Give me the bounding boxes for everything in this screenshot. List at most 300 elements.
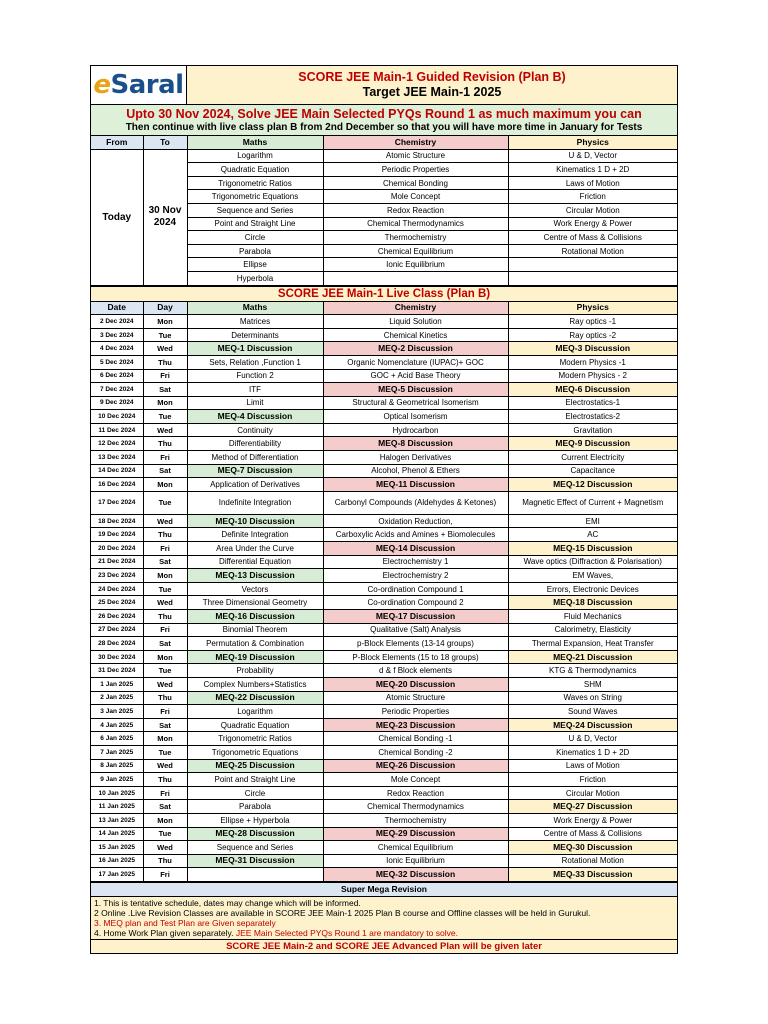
physics-cell: Work Energy & Power — [508, 217, 677, 231]
schedule-row — [91, 718, 677, 732]
schedule-row — [91, 800, 677, 814]
day-cell: Tue — [143, 582, 187, 596]
schedule-sheet — [90, 65, 678, 954]
physics-cell: Thermal Expansion, Heat Transfer — [508, 637, 677, 651]
physics-cell: Friction — [508, 773, 677, 787]
date-cell: 14 Dec 2024 — [91, 464, 143, 478]
guided-row — [91, 149, 677, 163]
day-cell: Thu — [143, 773, 187, 787]
day-cell: Sat — [143, 383, 187, 397]
maths-cell: Logarithm — [187, 149, 323, 163]
maths-cell: Permutation & Combination — [187, 637, 323, 651]
physics-cell: MEQ-15 Discussion — [508, 542, 677, 556]
day-cell: Thu — [143, 528, 187, 542]
date-cell: 25 Dec 2024 — [91, 596, 143, 610]
date-cell: 11 Dec 2024 — [91, 423, 143, 437]
date-cell: 6 Jan 2025 — [91, 732, 143, 746]
maths-cell: Hyperbola — [187, 271, 323, 285]
date-cell: 18 Dec 2024 — [91, 514, 143, 528]
chemistry-cell: MEQ-8 Discussion — [323, 437, 508, 451]
chemistry-cell: p-Block Elements (13-14 groups) — [323, 637, 508, 651]
chemistry-cell: Qualitative (Salt) Analysis — [323, 623, 508, 637]
day-cell: Mon — [143, 478, 187, 492]
maths-cell: Point and Straight Line — [187, 773, 323, 787]
date-cell: 12 Dec 2024 — [91, 437, 143, 451]
maths-cell: Indefinite Integration — [187, 491, 323, 514]
maths-cell: Circle — [187, 786, 323, 800]
date-cell: 21 Dec 2024 — [91, 555, 143, 569]
physics-cell: Centre of Mass & Collisions — [508, 827, 677, 841]
physics-cell: Magnetic Effect of Current + Magnetism — [508, 491, 677, 514]
page-title: SCORE JEE Main-1 Guided Revision (Plan B) — [298, 70, 566, 84]
physics-cell: Circular Motion — [508, 786, 677, 800]
schedule-row — [91, 491, 677, 514]
physics-cell: SHM — [508, 677, 677, 691]
schedule-row — [91, 623, 677, 637]
maths-cell: MEQ-31 Discussion — [187, 854, 323, 868]
chemistry-cell: Chemical Kinetics — [323, 328, 508, 342]
schedule-row — [91, 464, 677, 478]
maths-cell: MEQ-16 Discussion — [187, 610, 323, 624]
day-cell: Wed — [143, 514, 187, 528]
physics-cell: U & D, Vector — [508, 149, 677, 163]
live-class-table — [91, 302, 677, 882]
day-cell: Tue — [143, 328, 187, 342]
physics-cell: MEQ-12 Discussion — [508, 478, 677, 492]
maths-cell: Vectors — [187, 582, 323, 596]
day-cell: Wed — [143, 759, 187, 773]
schedule-row — [91, 542, 677, 556]
physics-cell: Ray optics -1 — [508, 315, 677, 329]
col-chemistry: Chemistry — [323, 302, 508, 315]
physics-cell: Laws of Motion — [508, 759, 677, 773]
date-cell: 19 Dec 2024 — [91, 528, 143, 542]
day-cell: Fri — [143, 542, 187, 556]
col-physics: Physics — [508, 136, 677, 149]
chemistry-cell: Thermochemistry — [323, 813, 508, 827]
chemistry-cell: GOC + Acid Base Theory — [323, 369, 508, 383]
date-cell: 26 Dec 2024 — [91, 610, 143, 624]
maths-cell: Trigonometric Equations — [187, 190, 323, 204]
schedule-row — [91, 637, 677, 651]
schedule-row — [91, 650, 677, 664]
schedule-row — [91, 827, 677, 841]
note-4-highlight: JEE Main Selected PYQs Round 1 are mandatory to solve. — [235, 927, 458, 938]
guided-revision-table — [91, 136, 677, 286]
maths-cell: Logarithm — [187, 705, 323, 719]
chemistry-cell: Redox Reaction — [323, 203, 508, 217]
maths-cell: MEQ-10 Discussion — [187, 514, 323, 528]
col-maths: Maths — [187, 302, 323, 315]
day-cell: Wed — [143, 677, 187, 691]
day-cell: Thu — [143, 355, 187, 369]
physics-cell: Circular Motion — [508, 203, 677, 217]
physics-cell: KTG & Thermodynamics — [508, 664, 677, 678]
chemistry-cell: Chemical Bonding — [323, 176, 508, 190]
schedule-row — [91, 691, 677, 705]
day-cell: Mon — [143, 650, 187, 664]
maths-cell: Parabola — [187, 244, 323, 258]
day-cell: Tue — [143, 745, 187, 759]
chemistry-cell: Mole Concept — [323, 190, 508, 204]
schedule-row — [91, 596, 677, 610]
schedule-row — [91, 705, 677, 719]
chemistry-cell: Thermochemistry — [323, 231, 508, 245]
physics-cell: Kinematics 1 D + 2D — [508, 745, 677, 759]
col-date: Date — [91, 302, 143, 315]
date-cell: 17 Jan 2025 — [91, 868, 143, 882]
maths-cell: Complex Numbers+Statistics — [187, 677, 323, 691]
chemistry-cell: Periodic Properties — [323, 705, 508, 719]
physics-cell: Rotational Motion — [508, 854, 677, 868]
date-cell: 8 Jan 2025 — [91, 759, 143, 773]
physics-cell: Modern Physics - 2 — [508, 369, 677, 383]
schedule-row — [91, 369, 677, 383]
schedule-row — [91, 383, 677, 397]
chemistry-cell: MEQ-32 Discussion — [323, 868, 508, 882]
date-cell: 4 Jan 2025 — [91, 718, 143, 732]
col-maths: Maths — [187, 136, 323, 149]
schedule-row — [91, 451, 677, 465]
date-cell: 1 Jan 2025 — [91, 677, 143, 691]
date-cell: 3 Dec 2024 — [91, 328, 143, 342]
schedule-row — [91, 868, 677, 882]
schedule-row — [91, 437, 677, 451]
maths-cell: Limit — [187, 396, 323, 410]
date-cell: 15 Jan 2025 — [91, 841, 143, 855]
col-to: To — [143, 136, 187, 149]
chemistry-cell: Structural & Geometrical Isomerism — [323, 396, 508, 410]
physics-cell: Current Electricity — [508, 451, 677, 465]
maths-cell: MEQ-13 Discussion — [187, 569, 323, 583]
day-cell: Thu — [143, 610, 187, 624]
day-cell: Mon — [143, 315, 187, 329]
page-subtitle: Target JEE Main-1 2025 — [362, 85, 502, 99]
chemistry-cell: Atomic Structure — [323, 149, 508, 163]
chemistry-cell: Carbonyl Compounds (Aldehydes & Ketones) — [323, 491, 508, 514]
physics-cell: AC — [508, 528, 677, 542]
day-cell: Mon — [143, 396, 187, 410]
physics-cell: Gravitation — [508, 423, 677, 437]
schedule-row — [91, 423, 677, 437]
physics-cell — [508, 271, 677, 285]
maths-cell: Differentiability — [187, 437, 323, 451]
date-cell: 9 Jan 2025 — [91, 773, 143, 787]
day-cell: Mon — [143, 569, 187, 583]
date-cell: 28 Dec 2024 — [91, 637, 143, 651]
schedule-row — [91, 677, 677, 691]
maths-cell: Determinants — [187, 328, 323, 342]
physics-cell: MEQ-30 Discussion — [508, 841, 677, 855]
physics-cell: EMI — [508, 514, 677, 528]
day-cell: Sat — [143, 555, 187, 569]
chemistry-cell: Ionic Equilibrium — [323, 854, 508, 868]
header — [91, 66, 677, 105]
chemistry-cell: Redox Reaction — [323, 786, 508, 800]
date-cell: 23 Dec 2024 — [91, 569, 143, 583]
schedule-row — [91, 582, 677, 596]
maths-cell: ITF — [187, 383, 323, 397]
physics-cell: Kinematics 1 D + 2D — [508, 163, 677, 177]
day-cell: Fri — [143, 623, 187, 637]
day-cell: Sat — [143, 637, 187, 651]
physics-cell: Fluid Mechanics — [508, 610, 677, 624]
maths-cell: Circle — [187, 231, 323, 245]
to-line-1: 30 Nov — [148, 205, 182, 217]
schedule-row — [91, 555, 677, 569]
chemistry-cell: d & f Block elements — [323, 664, 508, 678]
date-cell: 2 Dec 2024 — [91, 315, 143, 329]
chemistry-cell: Optical Isomerism — [323, 410, 508, 424]
chemistry-cell: Chemical Equilibrium — [323, 244, 508, 258]
date-cell: 30 Dec 2024 — [91, 650, 143, 664]
day-cell: Fri — [143, 868, 187, 882]
physics-cell: MEQ-27 Discussion — [508, 800, 677, 814]
col-physics: Physics — [508, 302, 677, 315]
maths-cell: Differential Equation — [187, 555, 323, 569]
maths-cell: Sequence and Series — [187, 841, 323, 855]
day-cell: Sat — [143, 718, 187, 732]
schedule-row — [91, 786, 677, 800]
chemistry-cell: MEQ-20 Discussion — [323, 677, 508, 691]
schedule-row — [91, 396, 677, 410]
day-cell: Sat — [143, 464, 187, 478]
date-cell: 17 Dec 2024 — [91, 491, 143, 514]
maths-cell: Quadratic Equation — [187, 718, 323, 732]
banner-line-2: Then continue with live class plan B from 2nd December so that you will have more time in January for Tests — [125, 122, 643, 133]
schedule-row — [91, 410, 677, 424]
chemistry-cell: Chemical Equilibrium — [323, 841, 508, 855]
day-cell: Wed — [143, 342, 187, 356]
chemistry-cell: P-Block Elements (15 to 18 groups) — [323, 650, 508, 664]
day-cell: Fri — [143, 705, 187, 719]
schedule-row — [91, 854, 677, 868]
chemistry-cell: Oxidation Reduction, — [323, 514, 508, 528]
maths-cell: MEQ-25 Discussion — [187, 759, 323, 773]
date-cell: 13 Jan 2025 — [91, 813, 143, 827]
date-cell: 16 Jan 2025 — [91, 854, 143, 868]
physics-cell: Wave optics (Diffraction & Polarisation) — [508, 555, 677, 569]
chemistry-cell: Halogen Derivatives — [323, 451, 508, 465]
chemistry-cell: Electrochemistry 2 — [323, 569, 508, 583]
note-4 — [94, 928, 674, 938]
maths-cell: Ellipse — [187, 258, 323, 272]
maths-cell: Trigonometric Ratios — [187, 176, 323, 190]
schedule-row — [91, 759, 677, 773]
schedule-row — [91, 610, 677, 624]
chemistry-cell: Co-ordination Compound 1 — [323, 582, 508, 596]
date-cell: 20 Dec 2024 — [91, 542, 143, 556]
date-cell: 14 Jan 2025 — [91, 827, 143, 841]
date-cell: 13 Dec 2024 — [91, 451, 143, 465]
physics-cell: Centre of Mass & Collisions — [508, 231, 677, 245]
physics-cell: MEQ-18 Discussion — [508, 596, 677, 610]
physics-cell: EM Waves, — [508, 569, 677, 583]
maths-cell: Probability — [187, 664, 323, 678]
schedule-row — [91, 528, 677, 542]
maths-cell: Definite Integration — [187, 528, 323, 542]
physics-cell: Electrostatics-2 — [508, 410, 677, 424]
physics-cell: MEQ-21 Discussion — [508, 650, 677, 664]
chemistry-cell: Co-ordination Compound 2 — [323, 596, 508, 610]
chemistry-cell: Liquid Solution — [323, 315, 508, 329]
chemistry-cell: Carboxylic Acids and Amines + Biomolecules — [323, 528, 508, 542]
date-cell: 7 Jan 2025 — [91, 745, 143, 759]
physics-cell: Ray optics -2 — [508, 328, 677, 342]
to-cell — [143, 149, 187, 285]
physics-cell: Errors, Electronic Devices — [508, 582, 677, 596]
chemistry-cell: Organic Nomenclature (IUPAC)+ GOC — [323, 355, 508, 369]
physics-cell: Modern Physics -1 — [508, 355, 677, 369]
schedule-row — [91, 745, 677, 759]
schedule-row — [91, 732, 677, 746]
day-cell: Mon — [143, 813, 187, 827]
date-cell: 16 Dec 2024 — [91, 478, 143, 492]
schedule-row — [91, 773, 677, 787]
chemistry-cell: MEQ-2 Discussion — [323, 342, 508, 356]
from-cell: Today — [91, 149, 143, 285]
chemistry-cell: Chemical Thermodynamics — [323, 800, 508, 814]
physics-cell: Work Energy & Power — [508, 813, 677, 827]
day-cell: Wed — [143, 841, 187, 855]
maths-cell: MEQ-7 Discussion — [187, 464, 323, 478]
physics-cell: MEQ-6 Discussion — [508, 383, 677, 397]
schedule-row — [91, 569, 677, 583]
date-cell: 7 Dec 2024 — [91, 383, 143, 397]
guided-header-row — [91, 136, 677, 149]
day-cell: Thu — [143, 437, 187, 451]
physics-cell: Sound Waves — [508, 705, 677, 719]
maths-cell: MEQ-22 Discussion — [187, 691, 323, 705]
date-cell: 3 Jan 2025 — [91, 705, 143, 719]
date-cell: 24 Dec 2024 — [91, 582, 143, 596]
chemistry-cell: MEQ-23 Discussion — [323, 718, 508, 732]
physics-cell: Calorimetry, Elasticity — [508, 623, 677, 637]
maths-cell: Area Under the Curve — [187, 542, 323, 556]
physics-cell: Friction — [508, 190, 677, 204]
date-cell: 6 Dec 2024 — [91, 369, 143, 383]
schedule-row — [91, 664, 677, 678]
physics-cell: Capacitance — [508, 464, 677, 478]
physics-cell: MEQ-33 Discussion — [508, 868, 677, 882]
schedule-row — [91, 315, 677, 329]
day-cell: Sat — [143, 800, 187, 814]
day-cell: Fri — [143, 369, 187, 383]
physics-cell: Laws of Motion — [508, 176, 677, 190]
day-cell: Thu — [143, 691, 187, 705]
date-cell: 5 Dec 2024 — [91, 355, 143, 369]
schedule-row — [91, 342, 677, 356]
date-cell: 10 Dec 2024 — [91, 410, 143, 424]
day-cell: Thu — [143, 854, 187, 868]
chemistry-cell: Hydrocarbon — [323, 423, 508, 437]
maths-cell: Quadratic Equation — [187, 163, 323, 177]
maths-cell: Sets, Relation ,Function 1 — [187, 355, 323, 369]
maths-cell: Trigonometric Ratios — [187, 732, 323, 746]
date-cell: 10 Jan 2025 — [91, 786, 143, 800]
col-from: From — [91, 136, 143, 149]
day-cell: Fri — [143, 451, 187, 465]
chemistry-cell: Alcohol, Phenol & Ethers — [323, 464, 508, 478]
note-2: 2 Online .Live Revision Classes are available in SCORE JEE Main-1 2025 Plan B course and Offline classes will be held in Gurukul. — [94, 907, 591, 918]
chemistry-cell: Chemical Bonding -1 — [323, 732, 508, 746]
logo-name: Saral — [110, 70, 184, 100]
day-cell: Tue — [143, 410, 187, 424]
maths-cell: Function 2 — [187, 369, 323, 383]
chemistry-cell — [323, 271, 508, 285]
live-class-title: SCORE JEE Main-1 Live Class (Plan B) — [91, 286, 677, 302]
schedule-row — [91, 355, 677, 369]
day-cell: Tue — [143, 827, 187, 841]
date-cell: 2 Jan 2025 — [91, 691, 143, 705]
date-cell: 11 Jan 2025 — [91, 800, 143, 814]
logo-prefix: e — [93, 70, 111, 100]
col-chemistry: Chemistry — [323, 136, 508, 149]
chemistry-cell: MEQ-26 Discussion — [323, 759, 508, 773]
super-mega-revision: Super Mega Revision — [91, 882, 677, 896]
chemistry-cell: Electrochemistry 1 — [323, 555, 508, 569]
maths-cell: Sequence and Series — [187, 203, 323, 217]
chemistry-cell: MEQ-14 Discussion — [323, 542, 508, 556]
footer-note: SCORE JEE Main-2 and SCORE JEE Advanced Plan will be given later — [91, 939, 677, 953]
day-cell: Tue — [143, 664, 187, 678]
maths-cell: Point and Straight Line — [187, 217, 323, 231]
chemistry-cell: MEQ-29 Discussion — [323, 827, 508, 841]
to-line-2: 2024 — [153, 217, 177, 229]
maths-cell: Method of Differentiation — [187, 451, 323, 465]
schedule-row — [91, 514, 677, 528]
physics-cell: MEQ-24 Discussion — [508, 718, 677, 732]
chemistry-cell: MEQ-17 Discussion — [323, 610, 508, 624]
chemistry-cell: Ionic Equilibrium — [323, 258, 508, 272]
physics-cell — [508, 258, 677, 272]
day-cell: Fri — [143, 786, 187, 800]
maths-cell: Continuity — [187, 423, 323, 437]
maths-cell: MEQ-4 Discussion — [187, 410, 323, 424]
maths-cell: Parabola — [187, 800, 323, 814]
day-cell: Wed — [143, 596, 187, 610]
note-4-text: 4. Home Work Plan given separately. — [94, 927, 236, 938]
physics-cell: MEQ-3 Discussion — [508, 342, 677, 356]
esaral-logo — [91, 66, 187, 104]
day-cell: Wed — [143, 423, 187, 437]
maths-cell: MEQ-1 Discussion — [187, 342, 323, 356]
date-cell: 31 Dec 2024 — [91, 664, 143, 678]
note-3: 3. MEQ plan and Test Plan are Given separately — [94, 917, 276, 928]
schedule-row — [91, 328, 677, 342]
schedule-row — [91, 478, 677, 492]
instruction-banner — [91, 105, 677, 136]
schedule-row — [91, 841, 677, 855]
physics-cell: Rotational Motion — [508, 244, 677, 258]
schedule-row — [91, 813, 677, 827]
physics-cell: MEQ-9 Discussion — [508, 437, 677, 451]
maths-cell: Ellipse + Hyperbola — [187, 813, 323, 827]
chemistry-cell: Periodic Properties — [323, 163, 508, 177]
physics-cell: Waves on String — [508, 691, 677, 705]
maths-cell: Binomial Theorem — [187, 623, 323, 637]
date-cell: 27 Dec 2024 — [91, 623, 143, 637]
maths-cell: MEQ-19 Discussion — [187, 650, 323, 664]
chemistry-cell: Chemical Bonding -2 — [323, 745, 508, 759]
physics-cell: Electrostatics-1 — [508, 396, 677, 410]
day-cell: Mon — [143, 732, 187, 746]
chemistry-cell: MEQ-5 Discussion — [323, 383, 508, 397]
day-cell: Tue — [143, 491, 187, 514]
maths-cell: Application of Derivatives — [187, 478, 323, 492]
maths-cell: Three Dimensional Geometry — [187, 596, 323, 610]
banner-line-1: Upto 30 Nov 2024, Solve JEE Main Selected PYQs Round 1 as much maximum you can — [126, 107, 642, 121]
